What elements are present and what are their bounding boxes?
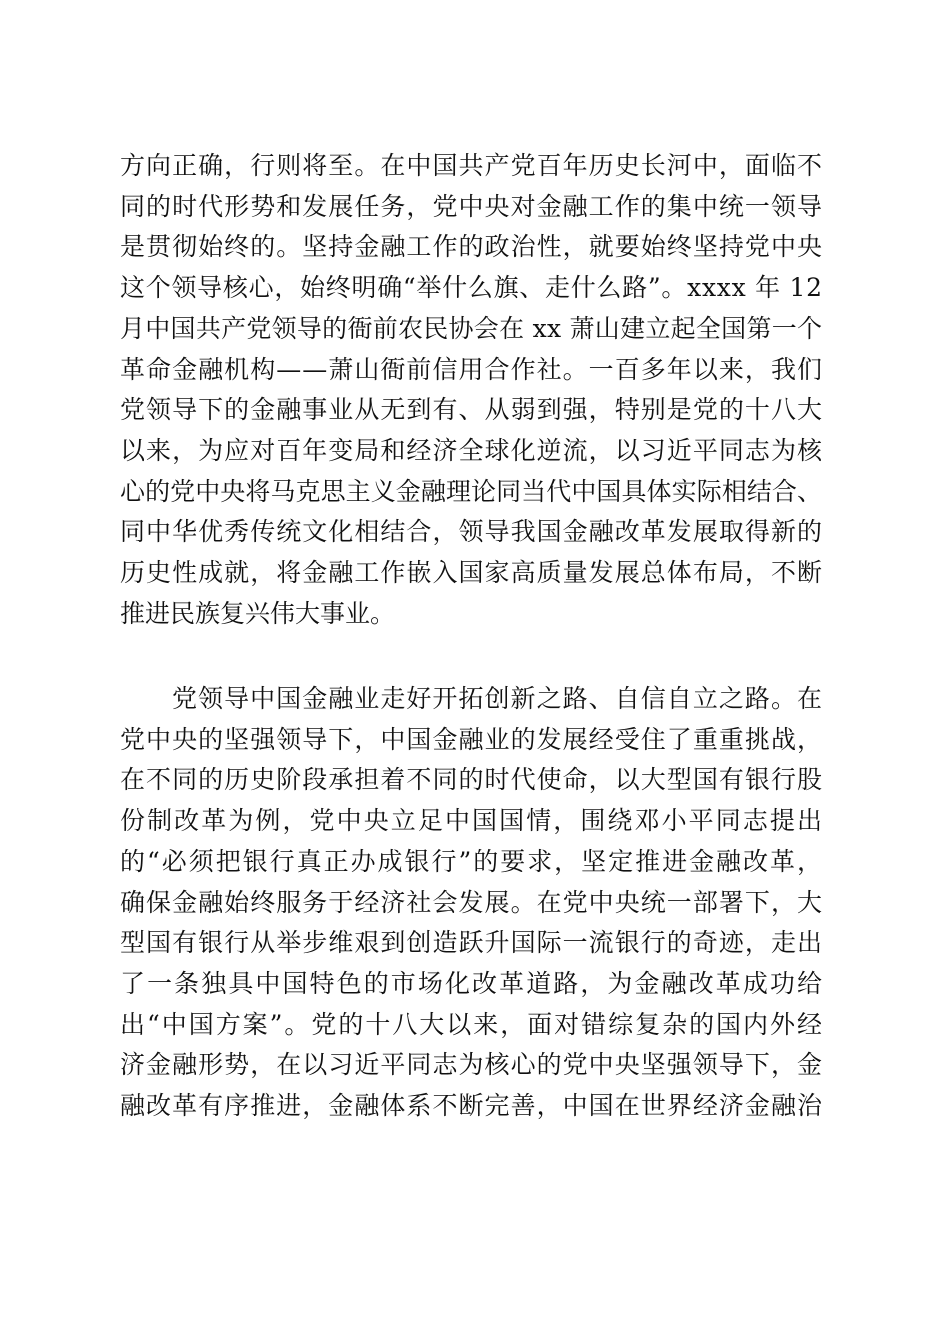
text-line [0,512,950,552]
text-line [0,187,950,227]
text-line [0,679,950,719]
text-line-content: 济金融形势，在以习近平同志为核心的党中央坚强领导下，金 [120,1050,824,1079]
text-line-content: 确保金融始终服务于经济社会发展。在党中央统一部署下，大 [120,888,824,917]
text-line [0,720,950,760]
text-line-content: 同的时代形势和发展任务，党中央对金融工作的集中统一领导 [120,192,824,221]
text-line [0,227,950,267]
text-line-content: 党中央的坚强领导下，中国金融业的发展经受住了重重挑战， [120,725,824,754]
text-line [0,431,950,471]
text-line-content: 历史性成就，将金融工作嵌入国家高质量发展总体布局，不断 [120,558,824,587]
text-line-content: 月中国共产党领导的衙前农民协会在 xx 萧山建立起全国第一个 [120,314,823,343]
text-line [0,760,950,800]
text-line [0,350,950,390]
text-line [0,842,950,882]
text-line [0,1005,950,1045]
text-line-content: 党领导下的金融事业从无到有、从弱到强，特别是党的十八大 [120,395,824,424]
text-line-content: 革命金融机构——萧山衙前信用合作社。一百多年以来，我们 [120,355,824,384]
text-line [0,923,950,963]
text-line [0,964,950,1004]
text-line-content: 的“必须把银行真正办成银行”的要求，坚定推进金融改革， [120,847,824,876]
text-line [0,390,950,430]
text-line-content: 型国有银行从举步维艰到创造跃升国际一流银行的奇迹，走出 [120,928,824,957]
text-line [0,801,950,841]
text-line-content: 心的党中央将马克思主义金融理论同当代中国具体实际相结合、 [120,477,823,506]
text-line-content: 党领导中国金融业走好开拓创新之路、自信自立之路。在 [172,684,824,713]
text-line-content: 推进民族复兴伟大事业。 [120,599,396,628]
text-line-content: 份制改革为例，党中央立足中国国情，围绕邓小平同志提出 [120,806,825,835]
text-line [0,883,950,923]
text-line [0,309,950,349]
text-line-content: 这个领导核心，始终明确“举什么旗、走什么路”。xxxx 年 12 [120,273,823,302]
text-line [0,1086,950,1126]
text-line-content: 同中华优秀传统文化相结合，领导我国金融改革发展取得新的 [120,517,824,546]
text-line [0,1045,950,1085]
text-line [0,472,950,512]
text-line-content: 是贯彻始终的。坚持金融工作的政治性，就要始终坚持党中央 [120,232,824,261]
text-line [0,268,950,308]
text-line-content: 在不同的历史阶段承担着不同的时代使命，以大型国有银行股 [120,765,824,794]
text-line-content: 出“中国方案”。党的十八大以来，面对错综复杂的国内外经 [120,1010,824,1039]
text-line-content: 以来，为应对百年变局和经济全球化逆流，以习近平同志为核 [120,436,824,465]
text-line [0,553,950,593]
text-line [0,594,950,634]
text-line [0,146,950,186]
text-line-content: 方向正确，行则将至。在中国共产党百年历史长河中，面临不 [120,151,824,180]
text-line-content: 融改革有序推进，金融体系不断完善，中国在世界经济金融治 [120,1091,824,1120]
text-line-content: 了一条独具中国特色的市场化改革道路，为金融改革成功给 [120,969,825,998]
